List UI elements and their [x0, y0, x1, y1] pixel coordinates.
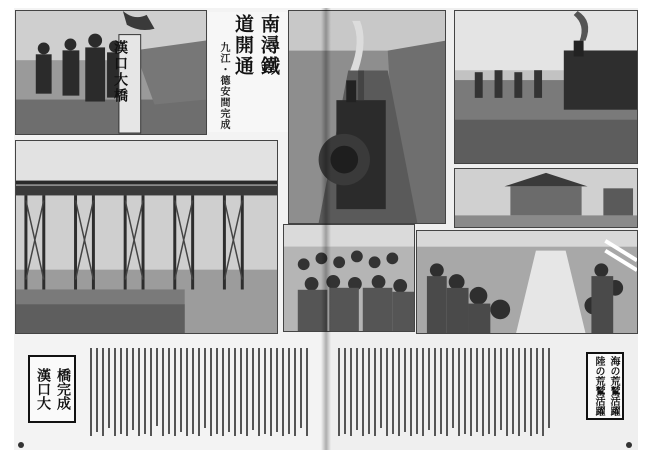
bridge-article-title-box	[28, 355, 76, 423]
air-force-article-title-line-1: 陸の荒鷲活躍	[593, 356, 604, 416]
soldiers-feast-photo	[416, 230, 638, 334]
locomotive-photo	[288, 10, 446, 224]
air-force-article-title-box	[586, 352, 624, 420]
headline-line-1: 南潯鐵	[258, 14, 280, 77]
right-page-marker	[626, 442, 632, 448]
bridge-article-title-line-1: 漢口大	[35, 368, 51, 410]
center-gutter	[321, 8, 331, 450]
railway-station-photo	[454, 168, 638, 228]
bridge-marker-label: 漢口大橋	[112, 40, 128, 104]
air-force-article-title-line-2: 海の荒鷲活躍	[608, 356, 619, 416]
left-page-marker	[18, 442, 24, 448]
headline-line-2: 道開通	[232, 14, 254, 77]
left-page-body-text	[88, 344, 316, 440]
headline-subtitle: 九江・德安間完成	[218, 42, 229, 130]
military-train-photo	[454, 10, 638, 164]
bridge-article-title-line-2: 橋完成	[55, 368, 71, 410]
right-page-body-text	[336, 344, 558, 440]
cheering-soldiers-photo	[283, 224, 415, 332]
wooden-trestle-bridge-photo	[15, 140, 278, 334]
